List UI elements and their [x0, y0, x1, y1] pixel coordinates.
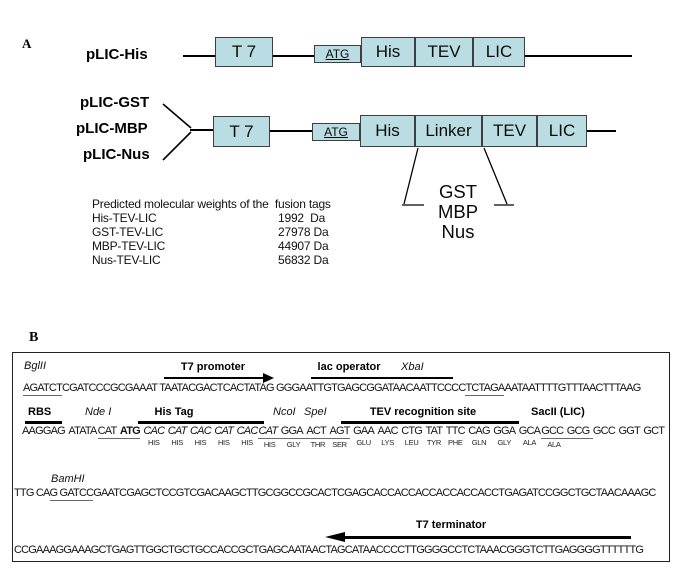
codon-unit	[143, 425, 164, 447]
t7-terminator-arrow	[343, 536, 631, 539]
ncoi-site-label: NcoI	[273, 406, 296, 418]
codon-unit	[468, 425, 489, 447]
codon: AGT	[329, 425, 350, 437]
codon: CAT	[258, 425, 280, 439]
linker-options	[408, 182, 508, 242]
codon-unit	[22, 425, 65, 447]
mw-row-value: 44907 Da	[278, 239, 329, 253]
codon-unit	[378, 425, 398, 447]
mw-row-name: His-TEV-LIC	[92, 211, 157, 225]
sequence-segment: TCTAGA	[465, 382, 505, 394]
construct2-box-atg: ATG	[312, 123, 360, 141]
mw-row-value: 56832 Da	[278, 253, 329, 267]
codon: ATATA	[68, 425, 97, 437]
backbone-line	[183, 55, 215, 57]
codon: AAC	[377, 425, 398, 437]
sequence-segment: AATAATTTTGTTTAACTTTAAG	[504, 382, 641, 394]
bglii-site-label: BglII	[24, 360, 47, 372]
mw-table	[92, 211, 328, 267]
codon: GCG	[567, 425, 593, 439]
amino-acid-label: HIS	[148, 438, 160, 447]
construct2-box-linker: Linker	[415, 115, 482, 147]
bamhi-site-label: BamHI	[51, 473, 85, 485]
amino-acid-label: HIS	[171, 438, 183, 447]
codon: TTC	[445, 425, 465, 437]
mw-table-title: Predicted molecular weights of the fusion tags	[92, 197, 331, 211]
codon-unit	[618, 425, 639, 447]
construct1-box-his: His	[361, 37, 415, 67]
amino-acid-label: GLU	[356, 438, 371, 447]
codon: TAT	[425, 425, 443, 437]
lac-operator-line	[311, 377, 453, 379]
sequence-segment: G GATCC	[49, 487, 94, 499]
amino-acid-label: HIS	[241, 438, 253, 447]
codon-unit	[446, 425, 465, 447]
amino-acid-label: GLY	[286, 439, 301, 449]
codon: CTG	[401, 425, 423, 437]
mw-row-name: MBP-TEV-LIC	[92, 239, 166, 253]
xbai-site-label: XbaI	[401, 361, 424, 373]
construct2-box-t7: T 7	[213, 116, 270, 147]
codon-unit	[401, 425, 422, 447]
sequence-line-4	[14, 544, 643, 556]
codon: GCT	[643, 425, 665, 437]
amino-acid-label: ALA	[522, 438, 537, 447]
amino-acid-label: LEU	[404, 438, 419, 447]
amino-acid-label: ALA	[547, 439, 561, 449]
t7-promoter-label: T7 promoter	[180, 361, 246, 373]
rbs-label: RBS	[28, 406, 52, 418]
sequence-segment: TTG CA	[14, 487, 50, 499]
sequence-segment: CCGAAAGGAAAGCTGAGTTGGCTGCTGCCACCGCTGAGCAATAACTAGCATAACCCCTTGGGGCCTCTAAACGGGTCTTGAGGGGTTTTTTG	[14, 544, 644, 556]
codon: CAT	[214, 425, 234, 437]
codon-unit	[168, 425, 187, 447]
codon-unit	[593, 425, 615, 447]
t7-terminator-label: T7 terminator	[415, 519, 487, 531]
tev-site-label: TEV recognition site	[369, 406, 477, 418]
sacii-site-label: SacII (LIC)	[531, 406, 585, 418]
panel-b-label: B	[29, 330, 39, 345]
sequence-segment: GAATCGAGCTCCGTCGACAAGCTTGCGGCCGCACTCGAGCACCACCACCACCACCACCTGAGATCCGGCTGCTAACAAAGC	[93, 487, 656, 499]
codon: CAC	[190, 425, 211, 437]
plic-gst-label: pLIC-GST	[80, 94, 150, 111]
codon: GGA	[281, 425, 307, 439]
table-row	[92, 225, 328, 239]
linker-option: Nus	[441, 221, 475, 242]
sequence-line-1	[23, 382, 640, 394]
codon: GAA	[353, 425, 374, 437]
table-row	[92, 211, 328, 225]
mw-row-value: 27978 Da	[278, 225, 329, 239]
construct1-box-tev: TEV	[415, 37, 473, 67]
codon-unit	[258, 425, 280, 449]
codon-unit	[306, 425, 329, 449]
panel-a-label: A	[22, 36, 32, 51]
codon: GGA	[493, 425, 516, 437]
construct2-box-his: His	[360, 115, 415, 147]
codon: GGT	[618, 425, 640, 437]
codon: GCC	[541, 425, 567, 439]
codon-unit	[237, 425, 258, 447]
t7-promoter-arrow	[164, 377, 264, 379]
amino-acid-label: PHE	[448, 438, 463, 447]
mw-row-name: GST-TEV-LIC	[92, 225, 164, 239]
bracket-lines	[158, 98, 214, 166]
plic-nus-label: pLIC-Nus	[83, 146, 150, 163]
codon-unit	[98, 425, 120, 449]
mw-row-name: Nus-TEV-LIC	[92, 253, 161, 267]
backbone-line	[269, 130, 313, 132]
backbone-line	[586, 130, 616, 132]
construct1-box-atg: ATG	[314, 45, 361, 63]
sequence-segment: AGATCT	[23, 382, 62, 394]
sequence-line-2	[22, 425, 668, 449]
amino-acid-label: HIS	[263, 439, 276, 449]
sequence-line-3	[14, 487, 655, 499]
construct2-box-tev: TEV	[482, 115, 537, 147]
lac-operator-label: lac operator	[317, 361, 381, 373]
codon-unit	[567, 425, 593, 449]
codon-unit	[281, 425, 307, 449]
codon: CAC	[143, 425, 165, 437]
codon-unit	[120, 425, 140, 449]
amino-acid-label: HIS	[217, 438, 230, 447]
codon: CAG	[468, 425, 490, 437]
amino-acid-label: GLY	[497, 438, 512, 447]
plic-mbp-label: pLIC-MBP	[76, 120, 148, 137]
amino-acid-label: TYR	[426, 438, 441, 447]
construct1-box-t7: T 7	[215, 37, 273, 67]
table-row	[92, 253, 328, 267]
codon-unit	[541, 425, 567, 449]
codon: AAGGAG	[22, 425, 65, 437]
codon-unit	[643, 425, 664, 447]
construct2-box-lic: LIC	[537, 115, 587, 147]
codon-unit	[426, 425, 443, 447]
codon-unit	[329, 425, 349, 449]
codon-unit	[190, 425, 211, 447]
ndei-site-label: Nde I	[85, 406, 112, 418]
codon: GCA	[518, 425, 541, 437]
codon: CAC	[236, 425, 258, 437]
his-tag-underline	[138, 421, 264, 424]
sequence-panel	[12, 352, 670, 562]
backbone-line	[524, 55, 632, 57]
table-row	[92, 239, 328, 253]
plic-his-label: pLIC-His	[86, 46, 148, 63]
linker-option: MBP	[437, 201, 479, 222]
amino-acid-label: HIS	[194, 438, 207, 447]
codon: GCC	[592, 425, 615, 437]
amino-acid-label: SER	[332, 439, 347, 449]
codon: ACT	[306, 425, 329, 439]
codon-unit	[519, 425, 540, 447]
tev-site-underline	[341, 421, 519, 424]
codon: ATG	[119, 425, 140, 437]
mw-row-value: 1992 Da	[278, 211, 326, 225]
his-tag-label: His Tag	[154, 406, 194, 418]
codon: CAT	[167, 425, 187, 437]
construct1-box-lic: LIC	[473, 37, 525, 67]
amino-acid-label: LYS	[381, 438, 394, 447]
codon: CAT	[98, 425, 120, 439]
spei-site-label: SpeI	[304, 406, 327, 418]
rbs-underline	[25, 421, 62, 424]
codon-unit	[353, 425, 374, 447]
codon-unit	[68, 425, 96, 447]
codon-unit	[214, 425, 233, 447]
backbone-line	[272, 55, 315, 57]
linker-option: GST	[438, 181, 478, 202]
t7-terminator-arrowhead	[325, 532, 345, 542]
codon-unit	[493, 425, 515, 447]
amino-acid-label: THR	[310, 439, 326, 449]
amino-acid-label: GLN	[471, 438, 487, 447]
sequence-segment: CGATCCCGCGAAAT TAATACGACTCACTATAG GGGAATTGTGAGCGGATAACAATTCCCC	[62, 382, 466, 394]
